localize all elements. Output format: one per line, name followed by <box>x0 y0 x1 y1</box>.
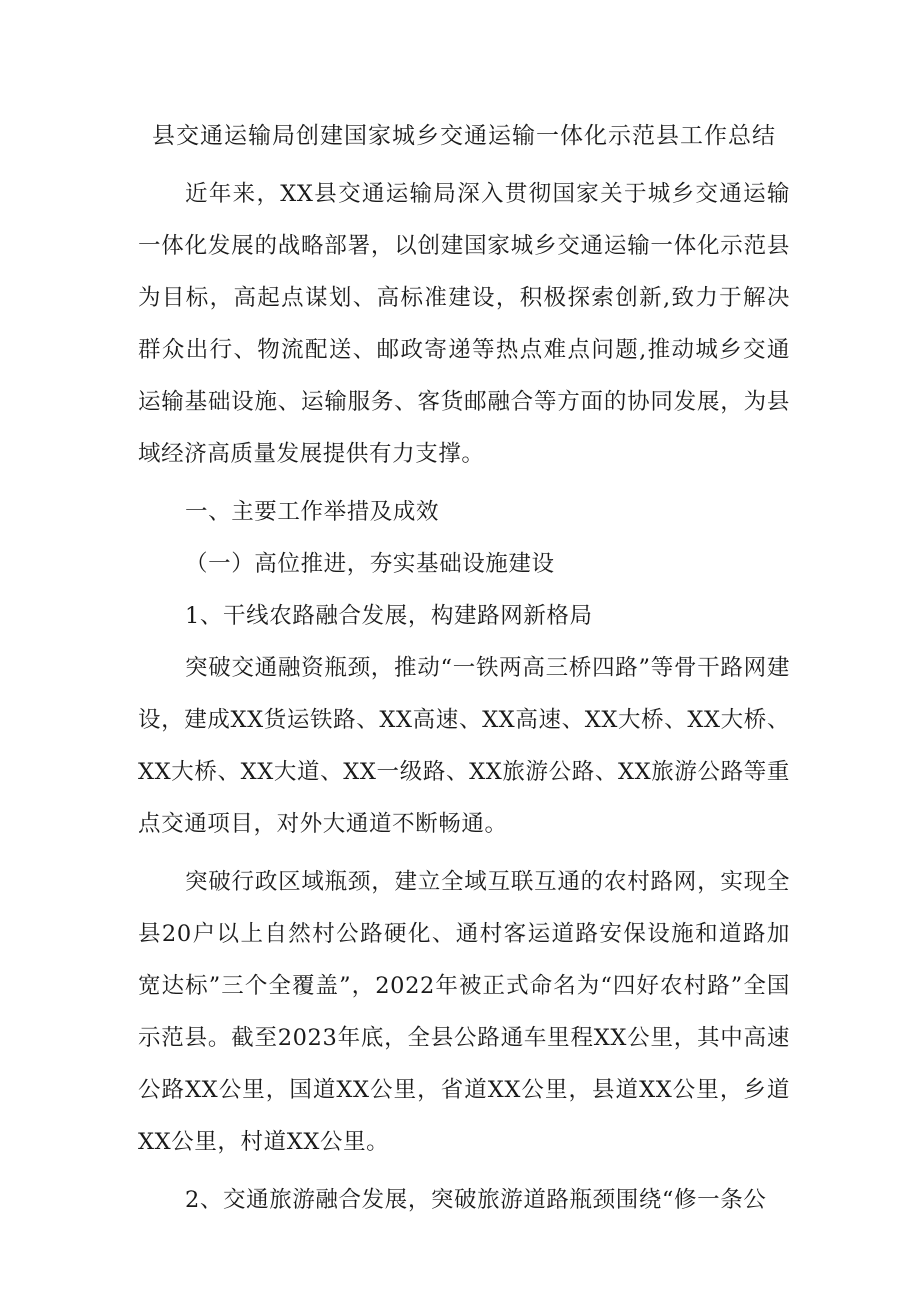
item1-paragraph-1: 突破交通融资瓶颈，推动“一铁两高三桥四路”等骨干路网建设，建成XX货运铁路、XX高速、XX高速、XX大桥、XX大桥、XX大桥、XX大道、XX一级路、XX旅游公路、XX旅游公路等重点交通项目，对外大通道不断畅通。 <box>138 655 790 837</box>
section-heading-1: 一、主要工作举措及成效 <box>185 499 440 525</box>
item-heading-2: 2、交通旅游融合发展，突破旅游道路瓶颈围绕“修一条公 <box>185 1187 767 1213</box>
item1-paragraph-2: 突破行政区域瓶颈，建立全域互联互通的农村路网，实现全县20户以上自然村公路硬化、通村客运道路安保设施和道路加宽达标”三个全覆盖”，2022年被正式命名为“四好农村路”全国示范县。截至2023年底，全县公路通车里程XX公里，其中高速公路XX公里，国道XX公里，省道XX公里，县道XX公里，乡道XX公里，村道XX公里。 <box>138 869 790 1155</box>
subsection-heading-1: （一）高位推进，夯实基础设施建设 <box>185 551 555 577</box>
item-heading-1: 1、干线农路融合发展，构建路网新格局 <box>185 603 593 629</box>
document-title: 县交通运输局创建国家城乡交通运输一体化示范县工作总结 <box>152 123 776 149</box>
intro-paragraph: 近年来，XX县交通运输局深入贯彻国家关于城乡交通运输一体化发展的战略部署，以创建国家城乡交通运输一体化示范县为目标，高起点谋划、高标准建设，积极探索创新,致力于解决群众出行、物流配送、邮政寄递等热点难点问题,推动城乡交通运输基础设施、运输服务、客货邮融合等方面的协同发展，为县域经济高质量发展提供有力支撑。 <box>138 181 790 467</box>
document-body <box>138 118 790 1226</box>
